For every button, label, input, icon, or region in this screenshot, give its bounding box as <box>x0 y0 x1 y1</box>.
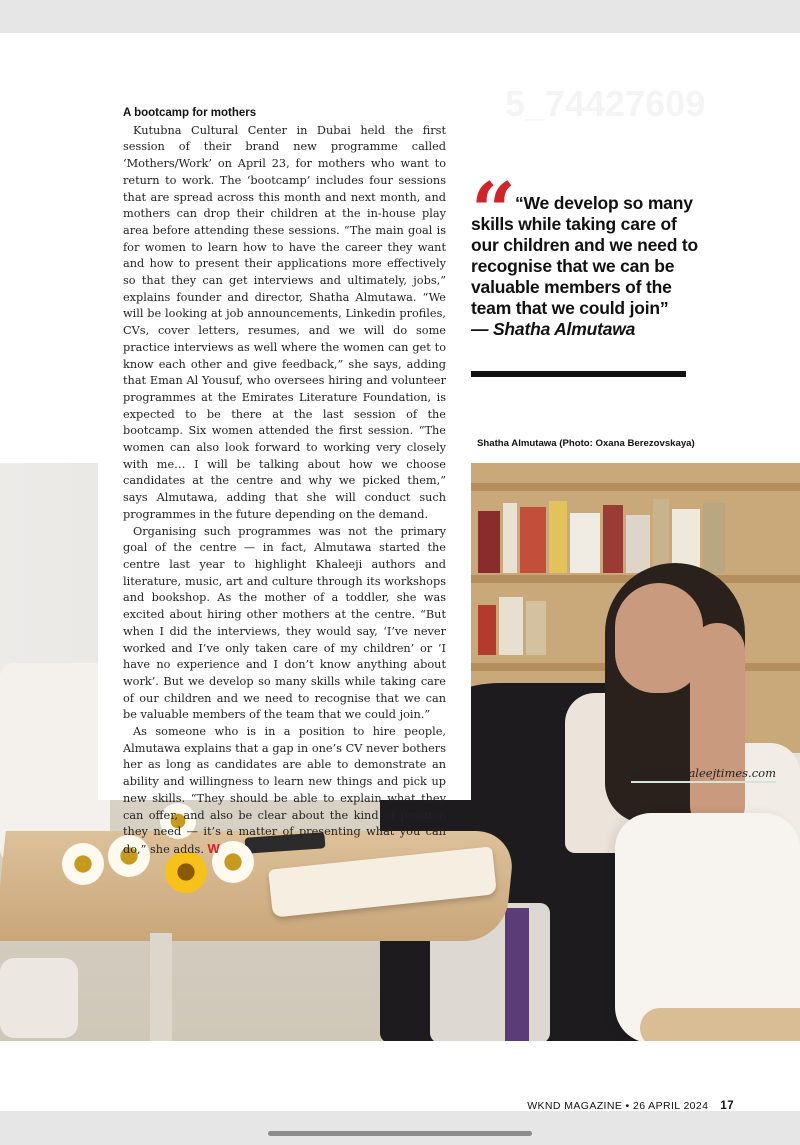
article-body <box>123 105 446 859</box>
article-paragraph: Kutubna Cultural Center in Dubai held the first session of their brand new programme called ‘Mothers/Work’ on April 23, for mothers who want to return to work. The ‘bootcamp’ includes four sessions that are spread across this month and next month, and mothers can drop their children at the in-house play area before attending these sessions. “The main goal is for women to learn how to have the career they want and how to present their applications more effectively so that they can get interviews and ultimately, jobs,” explains founder and director, Shatha Almutawa. “We will be looking at job announcements, Linkedin profiles, CVs, cover letters, resumes, and we will do some practice interviews as well where the women can get to know each other and give feedback,” she says, adding that Eman Al Yousuf, who oversees hiring and volunteer programmes at the Emirates Literature Foundation, is expected to be there at the last session of the bootcamp. Six women attended the first session. “The women can also look forward to working very closely with me… I will be talking about how we choose candidates at the centre and why we picked them,” says Almutawa, adding that she will conduct such programmes in the future depending on the demand. <box>123 123 446 521</box>
page-footer <box>527 1100 734 1111</box>
quote-mark-icon: “ <box>471 166 516 257</box>
table-right <box>640 1008 800 1041</box>
viewer-top-bar <box>0 0 800 33</box>
footer-publication: WKND MAGAZINE • 26 APRIL 2024 <box>527 1100 709 1111</box>
magazine-page <box>0 33 800 1111</box>
home-indicator[interactable] <box>268 1131 532 1136</box>
contact-email[interactable]: wknd@khaleejtimes.com <box>631 766 776 783</box>
quote-rule <box>471 371 686 377</box>
article-paragraph: Organising such programmes was not the primary goal of the centre — in fact, Almutawa started the centre last year to highlight Khaleeji authors and literature, music, art and culture through its workshops and bookshop. As the mother of a toddler, she was excited about hiring other mothers at the centre. “But when I did the interviews, they would say, ‘I’ve never worked and I’ve only taken care of my children’ or ‘I have no experience and I don’t know anything about work’. But we develop so many skills while taking care of our children and we need to recognise that we can be valuable members of the team that we could join.” <box>123 524 446 722</box>
pull-quote <box>471 193 701 340</box>
shelf-books <box>470 493 800 573</box>
robe-stripe <box>505 908 529 1041</box>
sofa-arm <box>615 813 800 1041</box>
chair-bottom <box>0 958 78 1038</box>
flower <box>62 843 104 885</box>
end-mark: W <box>207 840 220 856</box>
pull-quote-author: — Shatha Almutawa <box>471 319 636 339</box>
table-leg <box>150 933 172 1041</box>
watermark <box>505 83 705 125</box>
shelf-board <box>470 483 800 491</box>
person-arm <box>690 623 745 833</box>
page-number: 17 <box>720 1100 734 1111</box>
article-paragraph <box>123 724 446 859</box>
article-paragraph-text: As someone who is in a position to hire people, Almutawa explains that a gap in one’s CV never bothers her as long as candidates are able to demonstrate an ability and willingness to learn new things and pick up new skills. “They should be able to explain what they can offer, and also be clear about the kind of position they need — it’s a matter of presenting what you can do,” she adds. <box>123 725 446 856</box>
photo-caption: Shatha Almutawa (Photo: Oxana Berezovskaya) <box>477 438 695 449</box>
pull-quote-text: “We develop so many skills while taking care of our children and we need to recognise that we can be valuable members of the team that we could join” <box>471 193 698 318</box>
article-heading: A bootcamp for mothers <box>123 107 257 119</box>
